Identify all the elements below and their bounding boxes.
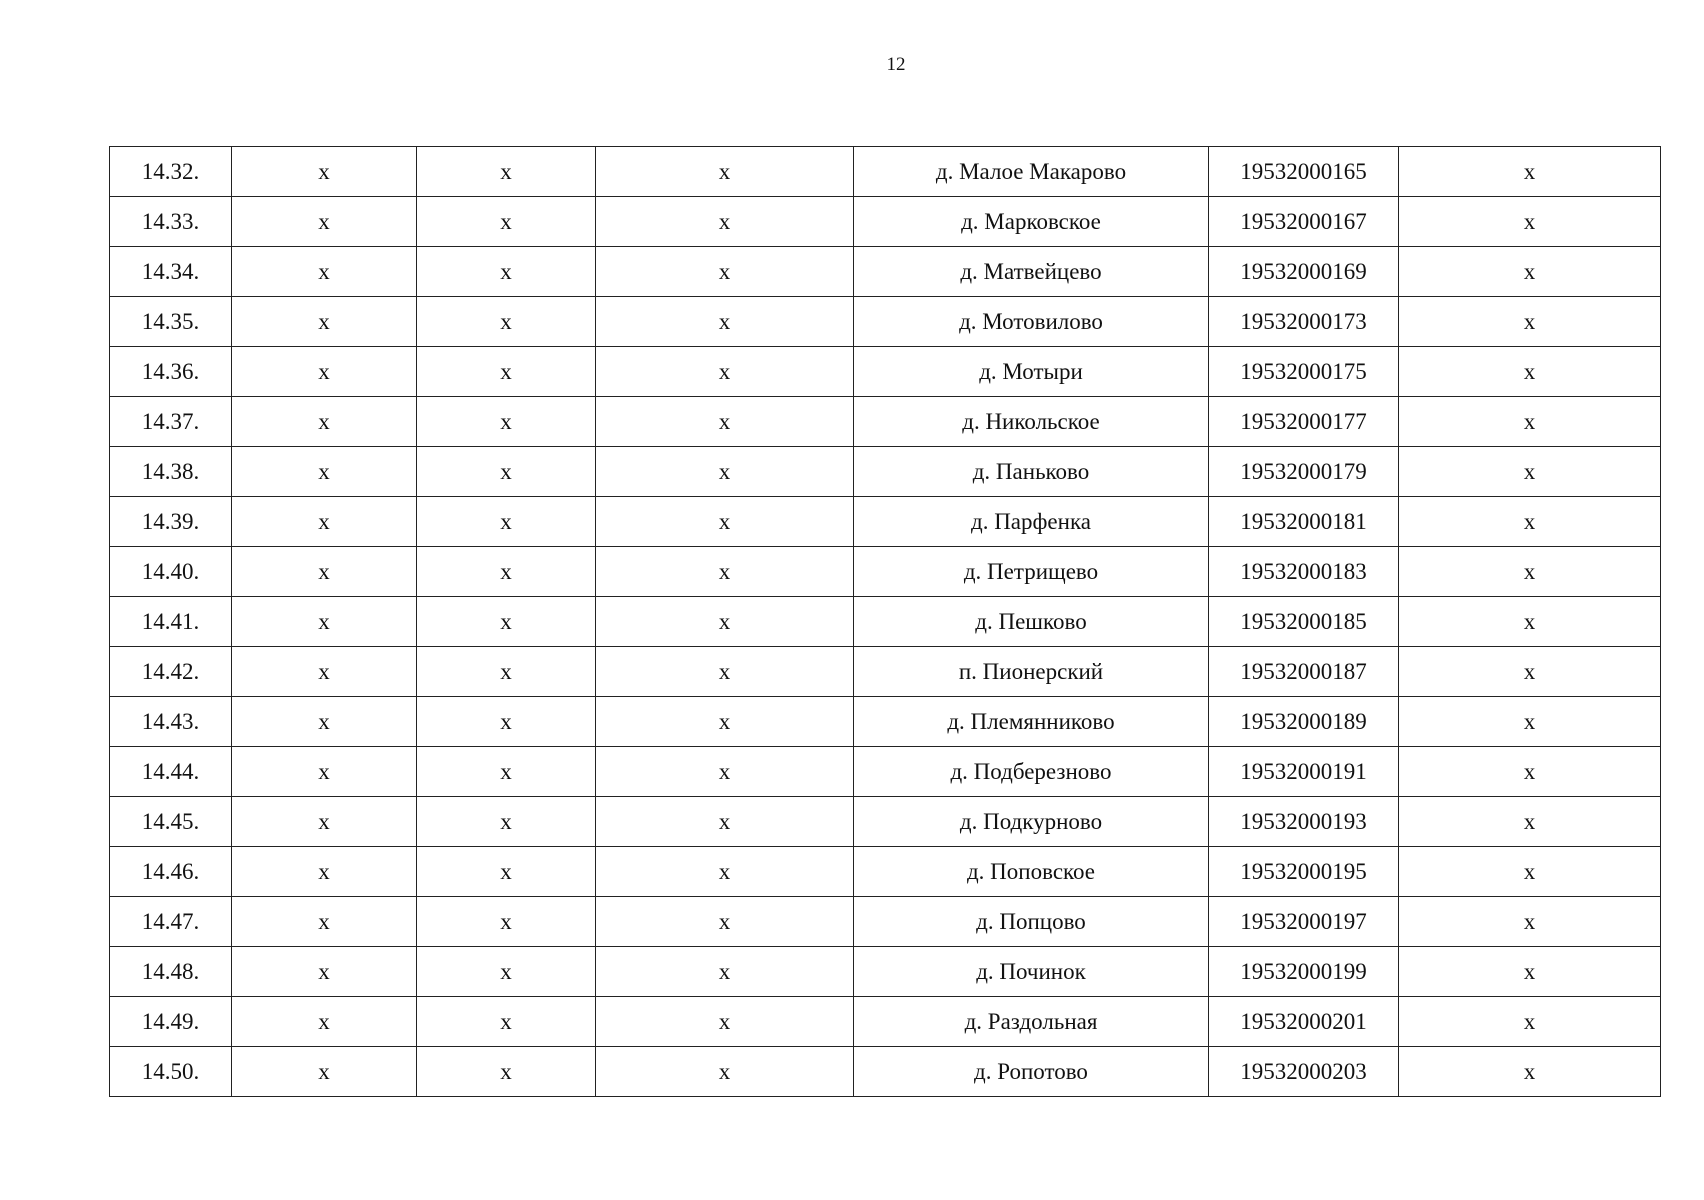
column-2-cell: x [232, 197, 417, 247]
table-row [110, 147, 1661, 197]
column-4-cell: x [596, 747, 854, 797]
settlement-name-cell: д. Марковское [854, 197, 1209, 247]
column-3-cell: x [417, 797, 596, 847]
row-number-cell: 14.43. [110, 697, 232, 747]
oktmo-code-cell: 19532000165 [1209, 147, 1399, 197]
settlements-table [109, 146, 1661, 1097]
column-7-cell: x [1399, 997, 1661, 1047]
column-3-cell: x [417, 597, 596, 647]
row-number-cell: 14.39. [110, 497, 232, 547]
oktmo-code-cell: 19532000183 [1209, 547, 1399, 597]
row-number-cell: 14.34. [110, 247, 232, 297]
oktmo-code-cell: 19532000203 [1209, 1047, 1399, 1097]
column-2-cell: x [232, 897, 417, 947]
row-number-cell: 14.45. [110, 797, 232, 847]
table-row [110, 897, 1661, 947]
column-4-cell: x [596, 697, 854, 747]
column-4-cell: x [596, 947, 854, 997]
settlement-name-cell: п. Пионерский [854, 647, 1209, 697]
settlement-name-cell: д. Поповское [854, 847, 1209, 897]
oktmo-code-cell: 19532000199 [1209, 947, 1399, 997]
oktmo-code-cell: 19532000189 [1209, 697, 1399, 747]
column-4-cell: x [596, 347, 854, 397]
oktmo-code-cell: 19532000173 [1209, 297, 1399, 347]
row-number-cell: 14.46. [110, 847, 232, 897]
column-7-cell: x [1399, 197, 1661, 247]
column-3-cell: x [417, 297, 596, 347]
column-7-cell: x [1399, 697, 1661, 747]
column-4-cell: x [596, 1047, 854, 1097]
column-2-cell: x [232, 697, 417, 747]
column-7-cell: x [1399, 647, 1661, 697]
column-4-cell: x [596, 847, 854, 897]
column-3-cell: x [417, 247, 596, 297]
settlement-name-cell: д. Подкурново [854, 797, 1209, 847]
page-number: 12 [886, 54, 906, 75]
column-4-cell: x [596, 647, 854, 697]
oktmo-code-cell: 19532000187 [1209, 647, 1399, 697]
column-3-cell: x [417, 1047, 596, 1097]
oktmo-code-cell: 19532000181 [1209, 497, 1399, 547]
oktmo-code-cell: 19532000167 [1209, 197, 1399, 247]
column-2-cell: x [232, 997, 417, 1047]
settlement-name-cell: д. Раздольная [854, 997, 1209, 1047]
settlement-name-cell: д. Подберезново [854, 747, 1209, 797]
column-3-cell: x [417, 447, 596, 497]
settlement-name-cell: д. Племянниково [854, 697, 1209, 747]
column-4-cell: x [596, 797, 854, 847]
row-number-cell: 14.40. [110, 547, 232, 597]
column-7-cell: x [1399, 747, 1661, 797]
row-number-cell: 14.41. [110, 597, 232, 647]
column-4-cell: x [596, 497, 854, 547]
row-number-cell: 14.36. [110, 347, 232, 397]
table-row [110, 347, 1661, 397]
table-row [110, 747, 1661, 797]
settlement-name-cell: д. Мотовилово [854, 297, 1209, 347]
row-number-cell: 14.44. [110, 747, 232, 797]
oktmo-code-cell: 19532000185 [1209, 597, 1399, 647]
table-row [110, 997, 1661, 1047]
column-7-cell: x [1399, 147, 1661, 197]
column-7-cell: x [1399, 947, 1661, 997]
settlement-name-cell: д. Паньково [854, 447, 1209, 497]
settlement-name-cell: д. Никольское [854, 397, 1209, 447]
column-3-cell: x [417, 997, 596, 1047]
column-3-cell: x [417, 547, 596, 597]
row-number-cell: 14.47. [110, 897, 232, 947]
column-2-cell: x [232, 247, 417, 297]
table-row [110, 1047, 1661, 1097]
settlement-name-cell: д. Пешково [854, 597, 1209, 647]
column-7-cell: x [1399, 497, 1661, 547]
column-7-cell: x [1399, 797, 1661, 847]
column-2-cell: x [232, 847, 417, 897]
oktmo-code-cell: 19532000201 [1209, 997, 1399, 1047]
column-3-cell: x [417, 947, 596, 997]
column-3-cell: x [417, 897, 596, 947]
column-2-cell: x [232, 797, 417, 847]
column-4-cell: x [596, 397, 854, 447]
column-7-cell: x [1399, 897, 1661, 947]
settlement-name-cell: д. Петрищево [854, 547, 1209, 597]
column-3-cell: x [417, 497, 596, 547]
column-7-cell: x [1399, 297, 1661, 347]
column-7-cell: x [1399, 247, 1661, 297]
table-row [110, 397, 1661, 447]
table-row [110, 597, 1661, 647]
oktmo-code-cell: 19532000179 [1209, 447, 1399, 497]
row-number-cell: 14.38. [110, 447, 232, 497]
column-3-cell: x [417, 747, 596, 797]
column-7-cell: x [1399, 397, 1661, 447]
column-4-cell: x [596, 547, 854, 597]
settlement-name-cell: д. Починок [854, 947, 1209, 997]
column-4-cell: x [596, 247, 854, 297]
column-2-cell: x [232, 947, 417, 997]
oktmo-code-cell: 19532000193 [1209, 797, 1399, 847]
column-2-cell: x [232, 397, 417, 447]
oktmo-code-cell: 19532000197 [1209, 897, 1399, 947]
oktmo-code-cell: 19532000175 [1209, 347, 1399, 397]
column-3-cell: x [417, 197, 596, 247]
settlement-name-cell: д. Матвейцево [854, 247, 1209, 297]
column-2-cell: x [232, 547, 417, 597]
column-2-cell: x [232, 447, 417, 497]
row-number-cell: 14.35. [110, 297, 232, 347]
table-row [110, 947, 1661, 997]
column-3-cell: x [417, 347, 596, 397]
row-number-cell: 14.32. [110, 147, 232, 197]
table-row [110, 297, 1661, 347]
column-2-cell: x [232, 347, 417, 397]
column-4-cell: x [596, 147, 854, 197]
table-row [110, 697, 1661, 747]
settlement-name-cell: д. Мотыри [854, 347, 1209, 397]
column-2-cell: x [232, 1047, 417, 1097]
settlement-name-cell: д. Попцово [854, 897, 1209, 947]
column-3-cell: x [417, 697, 596, 747]
column-2-cell: x [232, 147, 417, 197]
settlement-name-cell: д. Парфенка [854, 497, 1209, 547]
column-2-cell: x [232, 597, 417, 647]
row-number-cell: 14.42. [110, 647, 232, 697]
row-number-cell: 14.49. [110, 997, 232, 1047]
column-7-cell: x [1399, 597, 1661, 647]
column-2-cell: x [232, 297, 417, 347]
row-number-cell: 14.37. [110, 397, 232, 447]
column-2-cell: x [232, 747, 417, 797]
column-7-cell: x [1399, 847, 1661, 897]
table-row [110, 497, 1661, 547]
row-number-cell: 14.33. [110, 197, 232, 247]
column-4-cell: x [596, 197, 854, 247]
column-3-cell: x [417, 647, 596, 697]
column-4-cell: x [596, 997, 854, 1047]
column-2-cell: x [232, 647, 417, 697]
table-row [110, 247, 1661, 297]
table-row [110, 197, 1661, 247]
table-row [110, 847, 1661, 897]
column-2-cell: x [232, 497, 417, 547]
column-7-cell: x [1399, 547, 1661, 597]
column-3-cell: x [417, 397, 596, 447]
table-row [110, 647, 1661, 697]
row-number-cell: 14.48. [110, 947, 232, 997]
column-4-cell: x [596, 597, 854, 647]
settlement-name-cell: д. Малое Макарово [854, 147, 1209, 197]
oktmo-code-cell: 19532000169 [1209, 247, 1399, 297]
column-4-cell: x [596, 297, 854, 347]
table-row [110, 547, 1661, 597]
settlement-name-cell: д. Ропотово [854, 1047, 1209, 1097]
column-7-cell: x [1399, 447, 1661, 497]
column-3-cell: x [417, 147, 596, 197]
column-4-cell: x [596, 447, 854, 497]
oktmo-code-cell: 19532000177 [1209, 397, 1399, 447]
row-number-cell: 14.50. [110, 1047, 232, 1097]
table-row [110, 797, 1661, 847]
column-3-cell: x [417, 847, 596, 897]
column-4-cell: x [596, 897, 854, 947]
table-body [110, 147, 1661, 1097]
table-row [110, 447, 1661, 497]
column-7-cell: x [1399, 347, 1661, 397]
oktmo-code-cell: 19532000191 [1209, 747, 1399, 797]
column-7-cell: x [1399, 1047, 1661, 1097]
oktmo-code-cell: 19532000195 [1209, 847, 1399, 897]
